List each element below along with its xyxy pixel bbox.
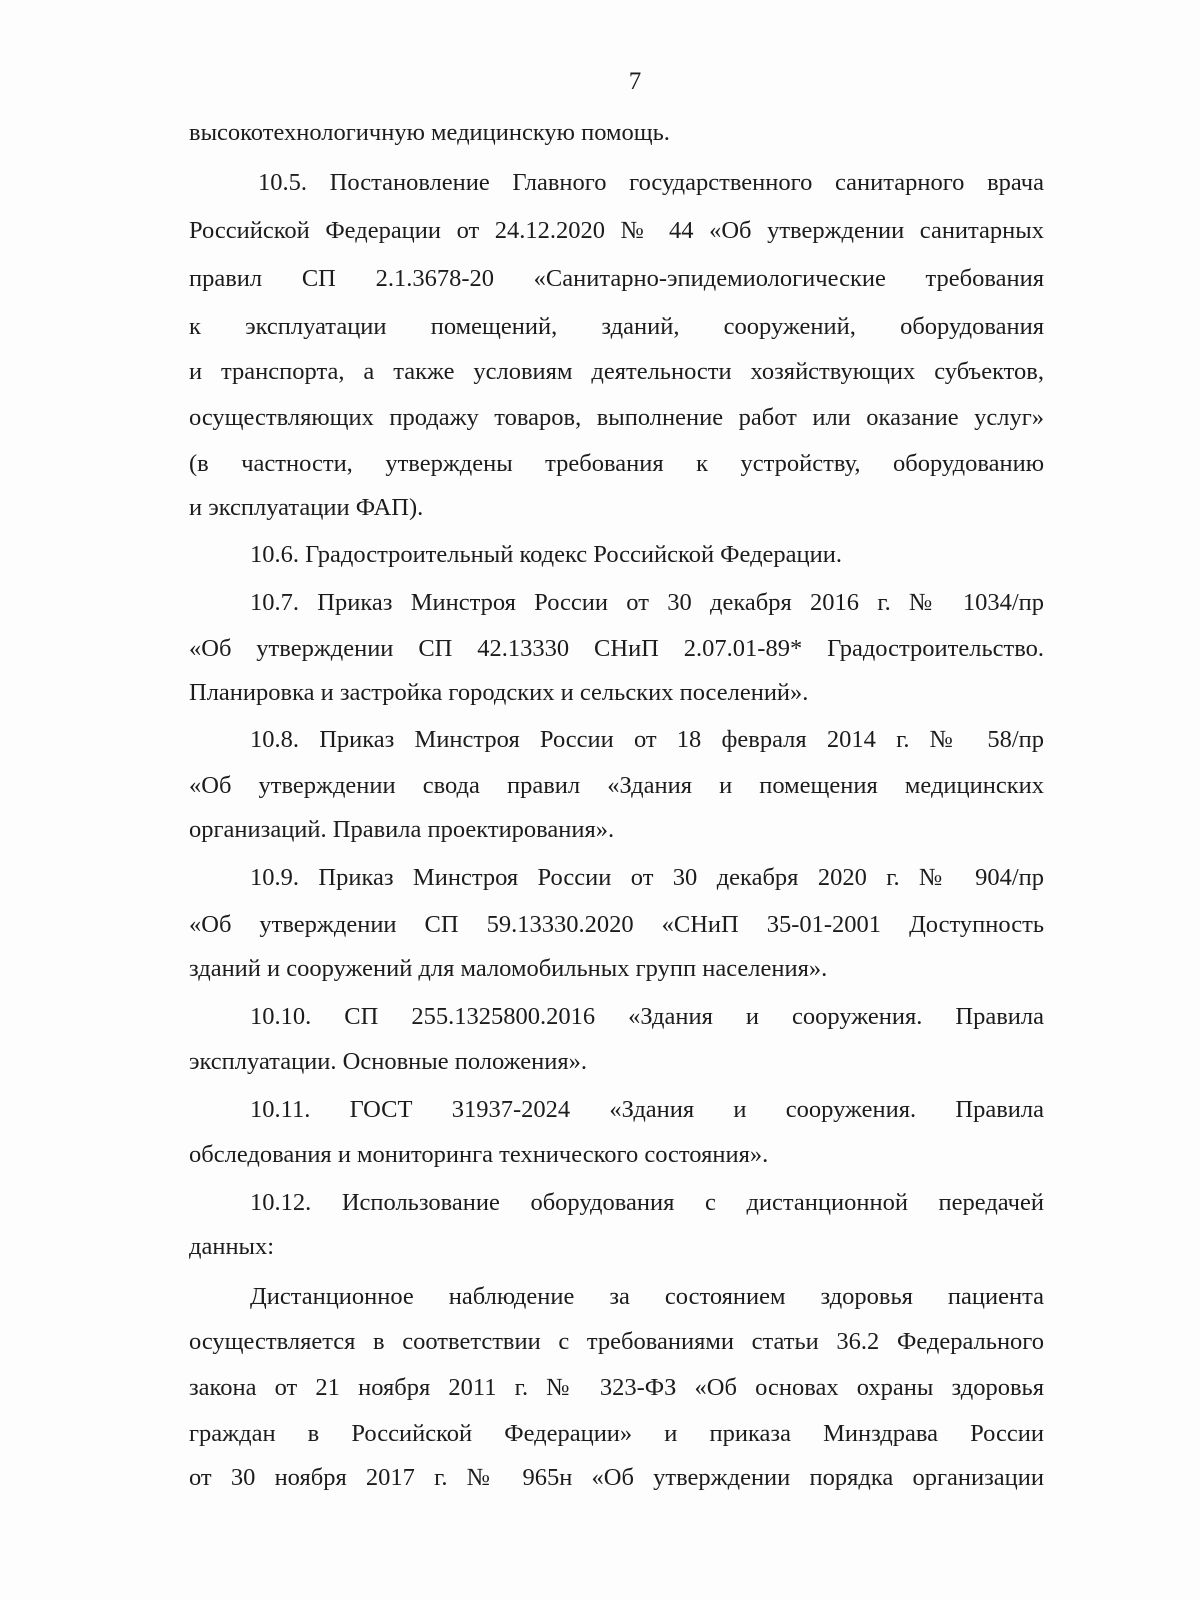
paragraph-remote-monitoring-line: Дистанционное наблюдение за состоянием здоровья пациента xyxy=(250,1283,1044,1310)
paragraph-10-10-line: 10.10. СП 255.1325800.2016 «Здания и сооружения. Правила xyxy=(250,1003,1044,1030)
text-line: эксплуатации. Основные положения». xyxy=(189,1048,587,1075)
text-line: осуществляется в соответствии с требованиями статьи 36.2 Федерального xyxy=(189,1328,1044,1355)
text-line: высокотехнологичную медицинскую помощь. xyxy=(189,119,670,146)
paragraph-10-5-line: 10.5. Постановление Главного государственного санитарного врача xyxy=(258,169,1044,196)
paragraph-10-7-line: 10.7. Приказ Минстроя России от 30 декабря 2016 г. № 1034/пр xyxy=(250,589,1044,616)
text-line: правил СП 2.1.3678-20 «Санитарно-эпидемиологические требования xyxy=(189,265,1044,292)
text-line: осуществляющих продажу товаров, выполнение работ или оказание услуг» xyxy=(189,404,1044,431)
text-line: организаций. Правила проектирования». xyxy=(189,816,615,843)
paragraph-10-12-line: 10.12. Использование оборудования с дистанционной передачей xyxy=(250,1189,1044,1216)
text-line: «Об утверждении СП 42.13330 СНиП 2.07.01-89* Градостроительство. xyxy=(189,635,1044,662)
paragraph-10-9-line: 10.9. Приказ Минстроя России от 30 декабря 2020 г. № 904/пр xyxy=(250,864,1044,891)
paragraph-10-6-line: 10.6. Градостроительный кодекс Российской Федерации. xyxy=(250,541,843,568)
text-line: обследования и мониторинга технического состояния». xyxy=(189,1141,769,1168)
text-line: граждан в Российской Федерации» и приказа Минздрава России xyxy=(189,1420,1044,1447)
text-line: Планировка и застройка городских и сельских поселений». xyxy=(189,679,809,706)
text-line: Российской Федерации от 24.12.2020 № 44 «Об утверждении санитарных xyxy=(189,217,1044,244)
text-line: данных: xyxy=(189,1233,275,1260)
paragraph-10-11-line: 10.11. ГОСТ 31937-2024 «Здания и сооружения. Правила xyxy=(250,1096,1044,1123)
text-line: и транспорта, а также условиям деятельности хозяйствующих субъектов, xyxy=(189,358,1044,385)
paragraph-10-8-line: 10.8. Приказ Минстроя России от 18 февраля 2014 г. № 58/пр xyxy=(250,726,1044,753)
page-number: 7 xyxy=(628,68,642,95)
text-line: закона от 21 ноября 2011 г. № 323-ФЗ «Об основах охраны здоровья xyxy=(189,1374,1044,1401)
text-line: от 30 ноября 2017 г. № 965н «Об утверждении порядка организации xyxy=(189,1464,1044,1491)
text-line: «Об утверждении свода правил «Здания и помещения медицинских xyxy=(189,772,1044,799)
text-line: зданий и сооружений для маломобильных групп населения». xyxy=(189,955,828,982)
text-line: к эксплуатации помещений, зданий, сооружений, оборудования xyxy=(189,313,1044,340)
text-line: (в частности, утверждены требования к устройству, оборудованию xyxy=(189,450,1044,477)
text-line: «Об утверждении СП 59.13330.2020 «СНиП 35-01-2001 Доступность xyxy=(189,911,1044,938)
text-line: и эксплуатации ФАП). xyxy=(189,494,424,521)
